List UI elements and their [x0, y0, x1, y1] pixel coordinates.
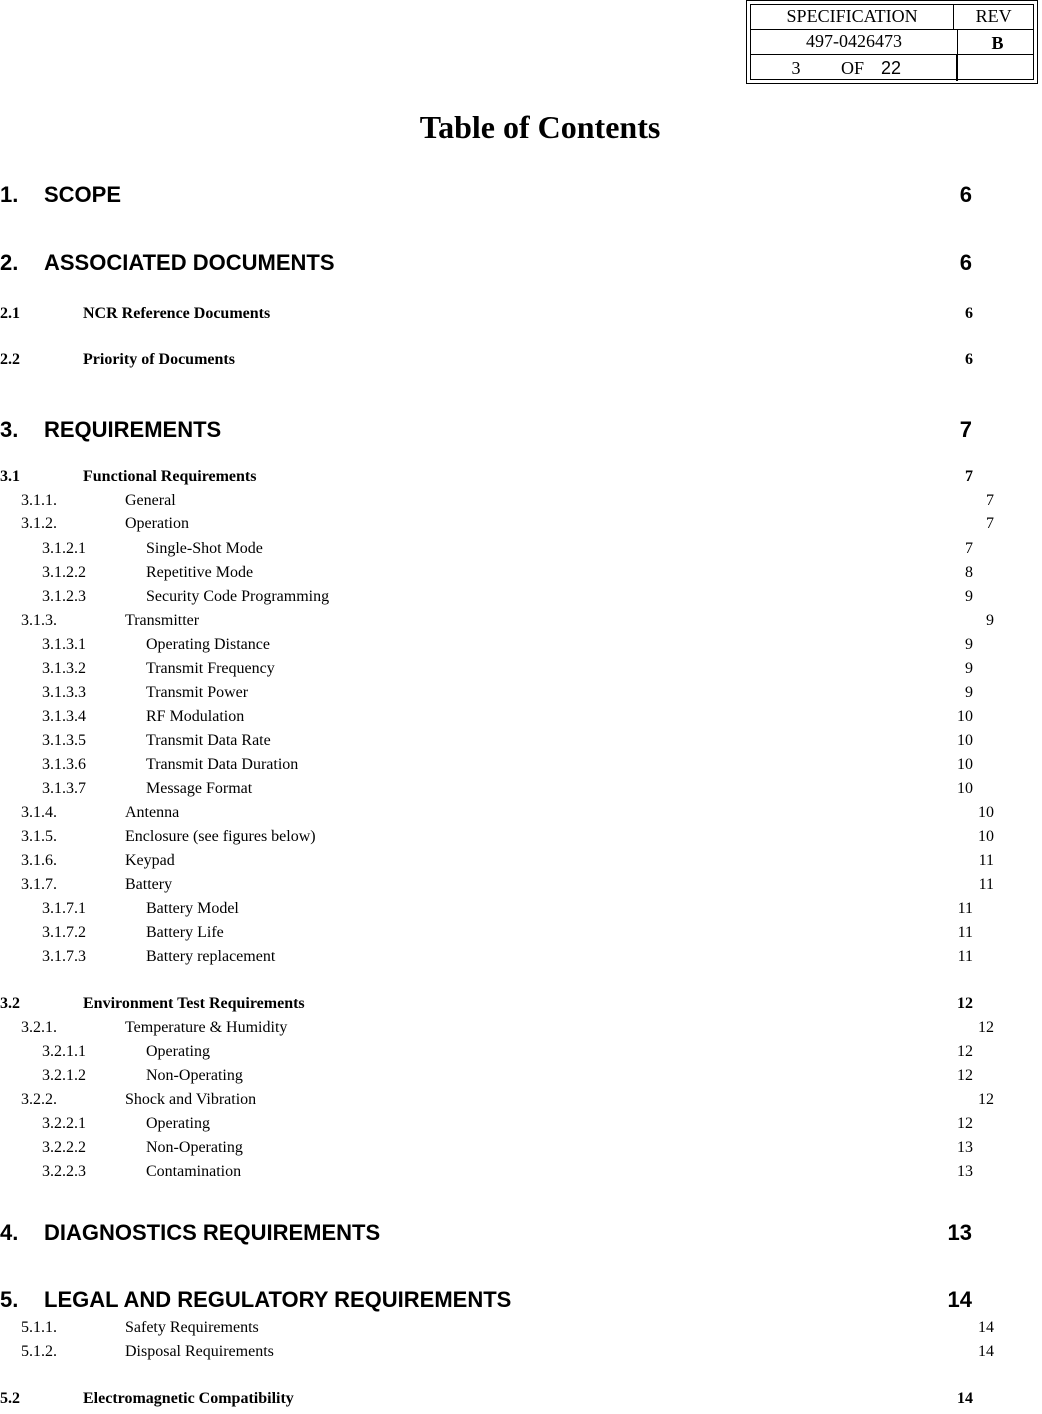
toc-entry-label: Non-Operating — [146, 1139, 243, 1156]
toc-entry-page: 10 — [957, 780, 973, 797]
toc-entry[interactable] — [42, 756, 973, 776]
toc-entry-label: Enclosure (see figures below) — [125, 828, 316, 845]
toc-entry-label: REQUIREMENTS — [44, 417, 222, 442]
toc-entry-page: 13 — [957, 1139, 973, 1156]
toc-entry-label: Transmit Data Rate — [146, 732, 271, 749]
toc-entry-number: 2.1 — [0, 305, 83, 323]
toc-entry-page: 12 — [978, 1019, 994, 1036]
toc-entry-label: Operation — [125, 515, 189, 532]
toc-entry[interactable] — [42, 900, 973, 920]
toc-entry-page: 6 — [965, 305, 973, 322]
toc-entry-number: 3.2.1.2 — [42, 1067, 146, 1085]
toc-entry-page: 8 — [965, 564, 973, 581]
toc-entry-label: Message Format — [146, 780, 253, 797]
toc-entry-number: 3.2.1.1 — [42, 1043, 146, 1061]
toc-entry-page: 9 — [965, 660, 973, 677]
toc-entry-number: 3.2.2.3 — [42, 1163, 146, 1181]
toc-entry[interactable] — [0, 182, 972, 212]
toc-entry-label: LEGAL AND REGULATORY REQUIREMENTS — [44, 1287, 512, 1312]
toc-entry-page: 9 — [986, 612, 994, 629]
toc-entry-number: 3.1.3.5 — [42, 732, 146, 750]
toc-entry-page: 7 — [959, 417, 972, 442]
toc-entry-label: Environment Test Requirements — [83, 995, 305, 1012]
toc-entry-page: 12 — [957, 1067, 973, 1084]
toc-entry-number: 3.2.1. — [21, 1019, 125, 1037]
toc-entry-label: SCOPE — [44, 182, 122, 207]
toc-entry-label: Battery — [125, 876, 173, 893]
toc-entry-page: 14 — [978, 1343, 994, 1360]
toc-entry-page: 10 — [957, 732, 973, 749]
toc-entry-number: 3.2.2.2 — [42, 1139, 146, 1157]
toc-entry-label: Priority of Documents — [83, 351, 235, 368]
toc-entry-page: 12 — [957, 1115, 973, 1132]
toc-entry-label: Transmitter — [125, 612, 200, 629]
toc-entry[interactable] — [21, 828, 994, 848]
toc-entry-label: Operating — [146, 1043, 210, 1060]
toc-entry-page: 11 — [957, 924, 973, 941]
toc-entry[interactable] — [21, 804, 994, 824]
toc-entry-label: Operating — [146, 1115, 210, 1132]
toc-entry-label: Temperature & Humidity — [125, 1019, 288, 1036]
spec-header-inner — [750, 4, 1034, 80]
toc-entry-page: 6 — [959, 182, 972, 207]
toc-entry[interactable] — [21, 852, 994, 872]
toc-entry-page: 10 — [978, 828, 994, 845]
toc-entry-label: Antenna — [125, 804, 180, 821]
toc-entry-page: 7 — [986, 492, 994, 509]
toc-entry-number: 3.1.7. — [21, 876, 125, 894]
toc-entry-number: 3.1.7.3 — [42, 948, 146, 966]
toc-entry-page: 11 — [957, 900, 973, 917]
toc-entry-page: 11 — [978, 852, 994, 869]
toc-entry-label: Transmit Frequency — [146, 660, 275, 677]
toc-entry[interactable] — [0, 1287, 972, 1317]
spec-header-box — [746, 0, 1038, 84]
toc-entry[interactable] — [0, 1390, 973, 1410]
toc-entry-page: 9 — [965, 684, 973, 701]
toc-entry-page: 9 — [965, 636, 973, 653]
toc-entry-label: Battery Life — [146, 924, 224, 941]
toc-entry-number: 1. — [0, 182, 44, 208]
toc-entry-page: 12 — [957, 1043, 973, 1060]
toc-entry-label: Battery replacement — [146, 948, 276, 965]
toc-entry-label: Transmit Data Duration — [146, 756, 299, 773]
toc-entry-number: 3.1.6. — [21, 852, 125, 870]
toc-entry-number: 3.1.3.3 — [42, 684, 146, 702]
toc-entry-page: 14 — [947, 1287, 972, 1312]
toc-entry-page: 10 — [957, 756, 973, 773]
toc-entry-page: 7 — [965, 468, 973, 485]
toc-entry-page: 6 — [965, 351, 973, 368]
toc-entry-number: 3.1.7.2 — [42, 924, 146, 942]
rev-label: REV — [975, 6, 1012, 26]
toc-entry-label: Non-Operating — [146, 1067, 243, 1084]
toc-entry-number: 2. — [0, 250, 44, 276]
toc-entry-page: 7 — [986, 515, 994, 532]
toc-entry-number: 5.1.1. — [21, 1319, 125, 1337]
toc-entry-page: 6 — [959, 250, 972, 275]
toc-entry-number: 4. — [0, 1220, 44, 1246]
toc-entry-label: Repetitive Mode — [146, 564, 254, 581]
toc-entry[interactable] — [42, 1163, 973, 1183]
toc-entry-number: 3.2.2. — [21, 1091, 125, 1109]
toc-entry[interactable] — [42, 780, 973, 800]
toc-entry-number: 3.1.3.4 — [42, 708, 146, 726]
toc-entry-number: 3.2.2.1 — [42, 1115, 146, 1133]
toc-entry-number: 3.1.3.7 — [42, 780, 146, 798]
toc-entry[interactable] — [0, 1220, 972, 1250]
toc-entry-page: 11 — [978, 876, 994, 893]
toc-entry-number: 3.1.5. — [21, 828, 125, 846]
toc-entry-number: 3.1.4. — [21, 804, 125, 822]
toc-entry-label: General — [125, 492, 176, 509]
toc-entry[interactable] — [42, 708, 973, 728]
page-total: 22 — [881, 58, 902, 78]
toc-entry[interactable] — [0, 351, 973, 371]
toc-entry-number: 3.1.3.6 — [42, 756, 146, 774]
toc-entry-label: Battery Model — [146, 900, 239, 917]
toc-entry[interactable] — [42, 1067, 973, 1087]
toc-entry-number: 3.2 — [0, 995, 83, 1013]
toc-entry[interactable] — [21, 515, 994, 535]
page-number: 3 — [791, 58, 801, 78]
toc-entry-number: 3.1.2.2 — [42, 564, 146, 582]
toc-entry[interactable] — [42, 636, 973, 656]
toc-entry[interactable] — [42, 1139, 973, 1159]
spec-header-row-labels — [751, 5, 1033, 30]
toc-entry-label: Security Code Programming — [146, 588, 330, 605]
toc-entry-number: 3. — [0, 417, 44, 443]
toc-entry-label: ASSOCIATED DOCUMENTS — [44, 250, 335, 275]
toc-entry-number: 2.2 — [0, 351, 83, 369]
page-of: OF — [841, 58, 865, 78]
toc-entry-number: 3.1.3. — [21, 612, 125, 630]
toc-entry-number: 5.2 — [0, 1390, 83, 1408]
toc-entry-label: Single-Shot Mode — [146, 540, 263, 557]
toc-entry-page: 12 — [978, 1091, 994, 1108]
toc-entry-label: Transmit Power — [146, 684, 249, 701]
toc-entry-number: 3.1.2.3 — [42, 588, 146, 606]
toc-entry[interactable] — [21, 1019, 994, 1039]
rev-value: B — [957, 30, 1037, 81]
toc-entry-label: NCR Reference Documents — [83, 305, 271, 322]
toc-entry[interactable] — [42, 1115, 973, 1135]
toc-entry-number: 3.1.2. — [21, 515, 125, 533]
toc-entry[interactable] — [0, 305, 973, 325]
toc-entry-label: Safety Requirements — [125, 1319, 259, 1336]
toc-entry[interactable] — [21, 1319, 994, 1339]
toc-entry-label: RF Modulation — [146, 708, 245, 725]
toc-entry-page: 13 — [957, 1163, 973, 1180]
toc-entry[interactable] — [21, 1343, 994, 1363]
toc-entry-number: 3.1.1. — [21, 492, 125, 510]
toc-entry[interactable] — [0, 995, 973, 1015]
toc-entry[interactable] — [0, 417, 972, 447]
toc-entry-page: 13 — [947, 1220, 972, 1245]
toc-entry[interactable] — [42, 540, 973, 560]
toc-entry-page: 14 — [978, 1319, 994, 1336]
page-indicator — [751, 55, 957, 81]
spec-label: SPECIFICATION — [751, 5, 954, 29]
toc-entry[interactable] — [42, 1043, 973, 1063]
page-title: Table of Contents — [419, 109, 661, 145]
toc-entry-page: 14 — [957, 1390, 973, 1407]
toc-entry-number: 3.1.2.1 — [42, 540, 146, 558]
toc-entry-label: Shock and Vibration — [125, 1091, 257, 1108]
toc-entry-page: 12 — [957, 995, 973, 1012]
toc-entry[interactable] — [21, 492, 994, 512]
toc-entry[interactable] — [42, 684, 973, 704]
toc-entry-number: 5. — [0, 1287, 44, 1313]
toc-entry-number: 3.1.3.1 — [42, 636, 146, 654]
toc-entry[interactable] — [21, 876, 994, 896]
toc-entry-label: Contamination — [146, 1163, 242, 1180]
toc-entry-number: 3.1 — [0, 468, 83, 486]
toc-entry[interactable] — [0, 468, 973, 488]
toc-entry[interactable] — [42, 948, 973, 968]
toc-entry-label: Operating Distance — [146, 636, 270, 653]
toc-entry[interactable] — [42, 588, 973, 608]
toc-entry[interactable] — [21, 612, 994, 632]
toc-entry[interactable] — [42, 564, 973, 584]
toc-entry-label: Disposal Requirements — [125, 1343, 274, 1360]
toc-entry-label: DIAGNOSTICS REQUIREMENTS — [44, 1220, 381, 1245]
toc-entry-page: 11 — [957, 948, 973, 965]
toc-entry[interactable] — [42, 924, 973, 944]
toc-entry-number: 3.1.7.1 — [42, 900, 146, 918]
spec-number: 497-0426473 — [806, 31, 902, 51]
toc-entry[interactable] — [0, 250, 972, 280]
toc-entry-label: Keypad — [125, 852, 175, 869]
toc-entry-page: 10 — [957, 708, 973, 725]
toc-entry[interactable] — [42, 660, 973, 680]
toc-entry-label: Functional Requirements — [83, 468, 257, 485]
toc-entry[interactable] — [21, 1091, 994, 1111]
toc-entry-page: 10 — [978, 804, 994, 821]
toc-entry[interactable] — [42, 732, 973, 752]
toc-entry-number: 3.1.3.2 — [42, 660, 146, 678]
toc-entry-page: 7 — [965, 540, 973, 557]
toc-entry-page: 9 — [965, 588, 973, 605]
toc-entry-number: 5.1.2. — [21, 1343, 125, 1361]
toc-entry-label: Electromagnetic Compatibility — [83, 1390, 294, 1407]
